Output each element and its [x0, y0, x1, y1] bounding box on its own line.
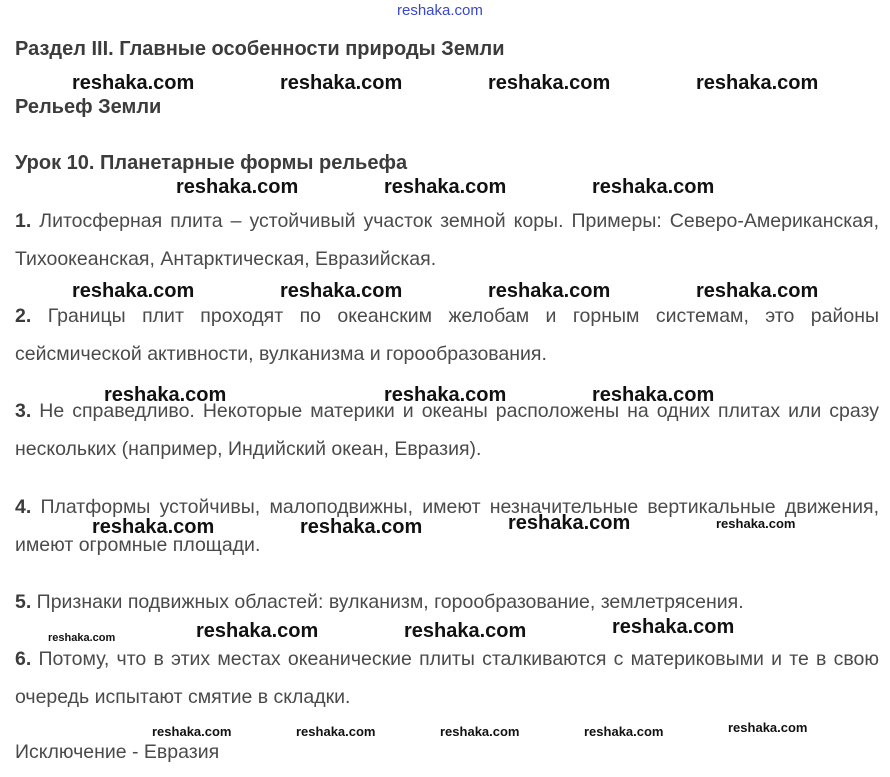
- watermark: reshaka.com: [584, 724, 664, 739]
- watermark: reshaka.com: [612, 616, 735, 638]
- answer-text: Не справедливо. Некоторые материки и океаны расположены на одних плитах или сразу нескольких (например, Индийский океан, Евразия).: [15, 400, 879, 460]
- watermark: reshaka.com: [508, 512, 631, 534]
- watermark: reshaka.com: [92, 516, 215, 538]
- answer-number: 6.: [15, 648, 32, 670]
- topic-title: Рельеф Земли: [15, 96, 162, 118]
- watermark: reshaka.com: [716, 516, 796, 531]
- watermark: reshaka.com: [404, 620, 527, 642]
- watermark: reshaka.com: [696, 280, 819, 302]
- watermark: reshaka.com: [488, 280, 611, 302]
- watermark: reshaka.com: [280, 72, 403, 94]
- watermark: reshaka.com: [488, 72, 611, 94]
- answer-text: Признаки подвижных областей: вулканизм, горообразование, землетрясения.: [31, 591, 744, 613]
- watermark: reshaka.com: [728, 720, 808, 735]
- watermark: reshaka.com: [280, 280, 403, 302]
- watermark: reshaka.com: [296, 724, 376, 739]
- answer-number: 2.: [15, 305, 32, 327]
- lesson-title: Урок 10. Планетарные формы рельефа: [15, 152, 408, 174]
- watermark: reshaka.com: [696, 72, 819, 94]
- answer-1: [15, 202, 879, 278]
- watermark: reshaka.com: [592, 176, 715, 198]
- source-watermark: reshaka.com: [397, 2, 483, 19]
- answer-number: 1.: [15, 210, 32, 232]
- watermark: reshaka.com: [48, 632, 116, 644]
- answer-number: 4.: [15, 496, 32, 518]
- answer-text: Платформы устойчивы, малоподвижны, имеют незначительные вертикальные движения, имеют огромные площади.: [15, 496, 879, 556]
- exception-note: Исключение - Евразия: [15, 741, 220, 763]
- watermark: reshaka.com: [72, 72, 195, 94]
- watermark: reshaka.com: [72, 280, 195, 302]
- watermark: reshaka.com: [384, 384, 507, 406]
- watermark: reshaka.com: [300, 516, 423, 538]
- watermark: reshaka.com: [440, 724, 520, 739]
- answer-2: [15, 297, 879, 373]
- answer-text: Границы плит проходят по океанским желобам и горным системам, это районы сейсмической активности, вулканизма и горообразования.: [15, 305, 879, 365]
- watermark: reshaka.com: [152, 724, 232, 739]
- watermark: reshaka.com: [384, 176, 507, 198]
- answer-text: Потому, что в этих местах океанические плиты сталкиваются с материковыми и те в свою очередь испытают смятие в складки.: [15, 648, 879, 708]
- watermark: reshaka.com: [176, 176, 299, 198]
- answer-6: [15, 640, 879, 716]
- answer-number: 3.: [15, 400, 32, 422]
- watermark: reshaka.com: [196, 620, 319, 642]
- answer-number: 5.: [15, 591, 32, 613]
- watermark: reshaka.com: [104, 384, 227, 406]
- answer-text: Литосферная плита – устойчивый участок земной коры. Примеры: Северо-Американская, Тихоокеанская, Антарктическая, Евразийская.: [15, 210, 879, 270]
- answer-5: [15, 591, 744, 614]
- watermark: reshaka.com: [592, 384, 715, 406]
- section-title: Раздел III. Главные особенности природы Земли: [15, 38, 505, 60]
